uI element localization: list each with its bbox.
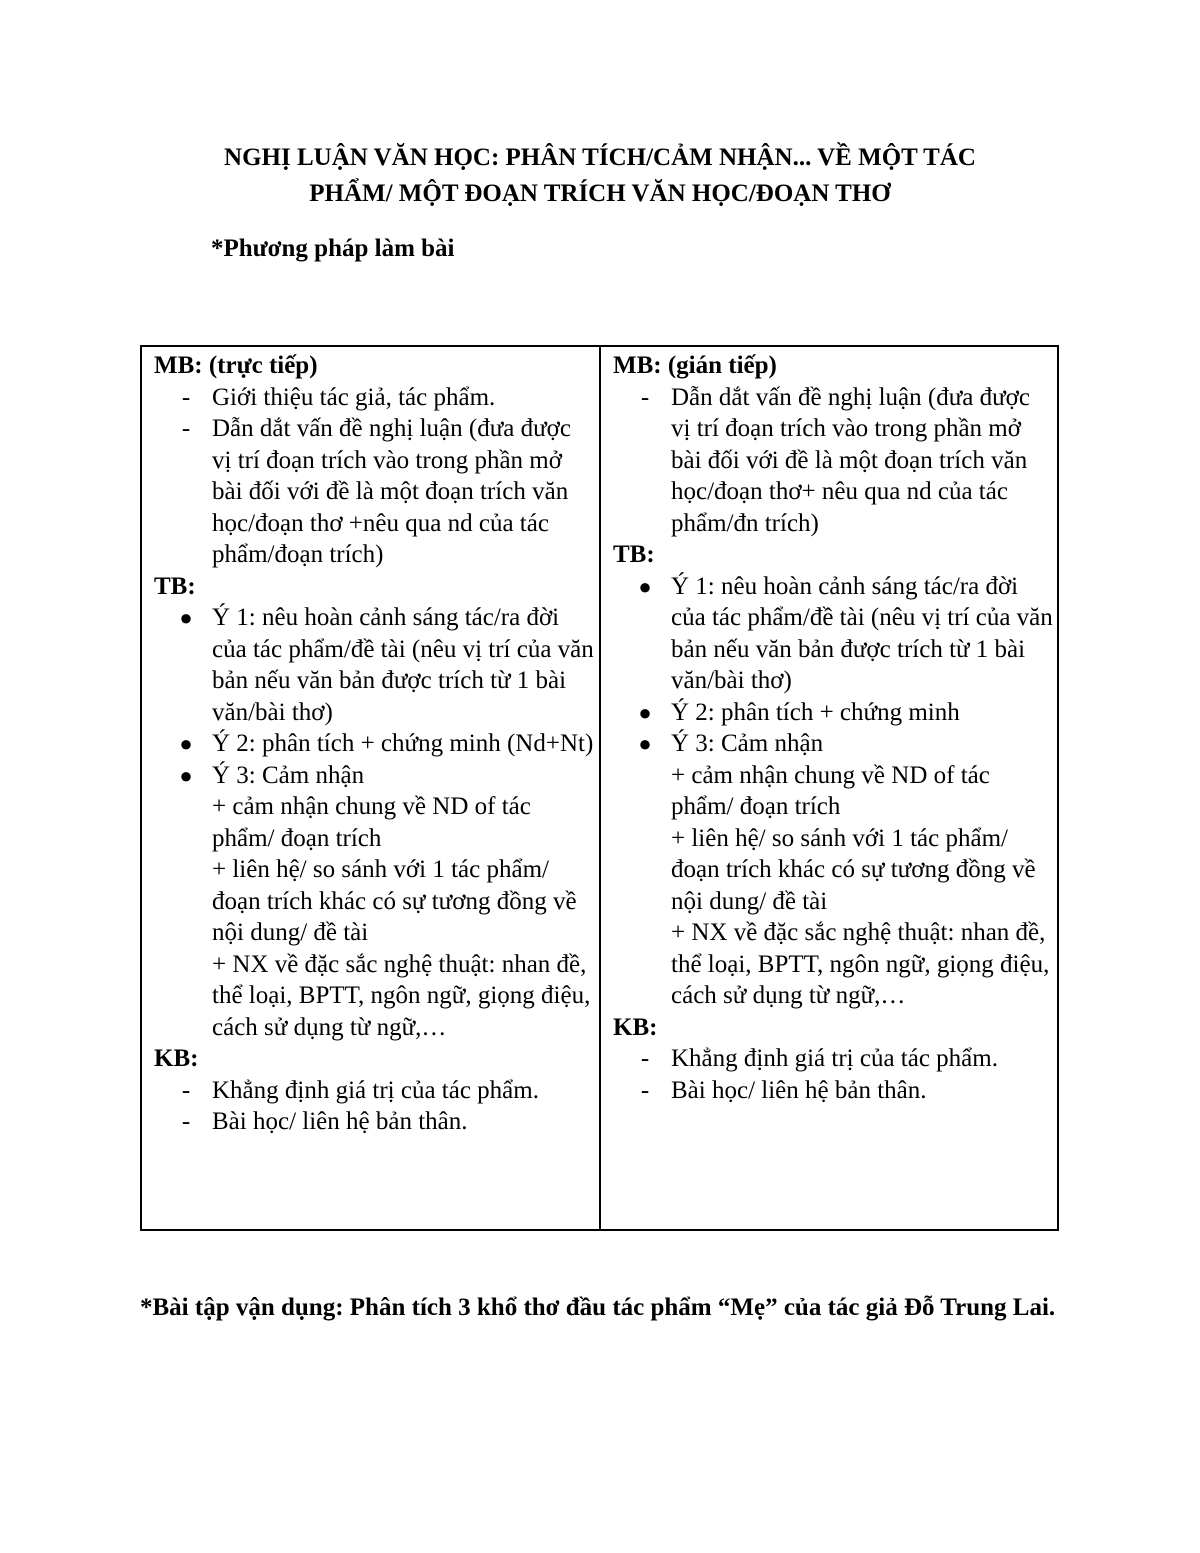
list-item	[154, 1075, 599, 1107]
mb-heading-direct: MB: (trực tiếp)	[154, 352, 318, 379]
sub-point-text: + cảm nhận chung về ND of tác phẩm/ đoạn trích	[671, 761, 990, 820]
list-item-text: Khẳng định giá trị của tác phẩm.	[671, 1045, 998, 1072]
bullet-icon: ●	[638, 573, 652, 599]
tb-heading-indirect: TB:	[613, 541, 655, 568]
exercise-prompt: *Bài tập vận dụng: Phân tích 3 khổ thơ đầu tác phẩm “Mẹ” của tác giả Đỗ Trung Lai.	[140, 1294, 1056, 1321]
bullet-icon: ●	[638, 699, 652, 725]
tb-list-direct	[154, 602, 599, 1043]
page-title-line-2: PHẨM/ MỘT ĐOẠN TRÍCH VĂN HỌC/ĐOẠN THƠ	[309, 180, 891, 207]
mb-list-direct	[154, 382, 599, 571]
dash-marker: -	[181, 1108, 191, 1135]
list-item	[613, 382, 1057, 540]
mb-list-indirect	[613, 382, 1057, 540]
outline-column-direct	[142, 347, 601, 1229]
list-item-text: Ý 1: nêu hoàn cảnh sáng tác/ra đời của tác phẩm/đề tài (nêu vị trí của văn bản nếu văn bản được trích từ 1 bài văn/bài thơ)	[212, 604, 594, 726]
essay-outline-table	[140, 345, 1059, 1231]
list-item	[154, 413, 599, 571]
dash-marker: -	[640, 383, 650, 411]
bullet-icon: ●	[638, 731, 652, 756]
list-item-text: Dẫn dắt vấn đề nghị luận (đưa được vị trí đoạn trích vào trong phần mở bài đối với đề là một đoạn trích văn học/đoạn thơ+ nêu qua nd của tác phẩm/đn trích)	[671, 383, 1030, 537]
bullet-icon: ●	[179, 731, 193, 756]
tb-heading-direct: TB:	[154, 572, 196, 600]
list-item-text: Dẫn dắt vấn đề nghị luận (đưa được vị trí đoạn trích vào trong phần mở bài đối với đề là một đoạn trích văn học/đoạn thơ +nêu qua nd của tác phẩm/đoạn trích)	[212, 415, 571, 568]
sub-point-text: + NX về đặc sắc nghệ thuật: nhan đề, thể loại, BPTT, ngôn ngữ, giọng điệu, cách sử dụng từ ngữ,…	[671, 919, 1050, 1009]
dash-marker: -	[181, 383, 191, 411]
list-item-text: Bài học/ liên hệ bản thân.	[671, 1076, 927, 1104]
bullet-icon: ●	[179, 762, 193, 788]
sub-point-text: + NX về đặc sắc nghệ thuật: nhan đề, thể loại, BPTT, ngôn ngữ, giọng điệu, cách sử dụng từ ngữ,…	[212, 950, 591, 1041]
list-item	[613, 571, 1057, 697]
bullet-icon: ●	[179, 605, 193, 630]
list-item-text: Giới thiệu tác giả, tác phẩm.	[212, 383, 496, 411]
list-item	[154, 1106, 599, 1138]
dash-marker: -	[640, 1076, 650, 1104]
kb-list-indirect	[613, 1043, 1057, 1106]
list-item	[154, 760, 599, 1044]
sub-point-text: + liên hệ/ so sánh với 1 tác phẩm/ đoạn trích khác có sự tương đồng về nội dung/ đề tài	[671, 824, 1036, 915]
dash-marker: -	[181, 415, 191, 442]
dash-marker: -	[181, 1076, 191, 1104]
page-title-line-1: NGHỊ LUẬN VĂN HỌC: PHÂN TÍCH/CẢM NHẬN... VỀ MỘT TÁC	[224, 144, 976, 171]
sub-point-text: + liên hệ/ so sánh với 1 tác phẩm/ đoạn trích khác có sự tương đồng về nội dung/ đề tài	[212, 856, 577, 946]
dash-marker: -	[640, 1045, 650, 1072]
method-heading: *Phương pháp làm bài	[211, 235, 455, 262]
list-item	[154, 382, 599, 414]
list-item	[613, 728, 1057, 1012]
outline-column-indirect	[601, 347, 1057, 1229]
list-item	[154, 728, 599, 760]
kb-list-direct	[154, 1075, 599, 1138]
list-item-text: Ý 1: nêu hoàn cảnh sáng tác/ra đời của tác phẩm/đề tài (nêu vị trí của văn bản nếu văn bản được trích từ 1 bài văn/bài thơ)	[671, 572, 1053, 694]
list-item-text: Khẳng định giá trị của tác phẩm.	[212, 1076, 539, 1104]
list-item	[613, 1043, 1057, 1075]
tb-list-indirect	[613, 571, 1057, 1012]
list-item	[613, 1075, 1057, 1107]
sub-point-text: + cảm nhận chung về ND of tác phẩm/ đoạn trích	[212, 793, 531, 852]
page-title	[140, 140, 1060, 212]
list-item-text: Ý 3: Cảm nhận	[212, 761, 365, 789]
list-item-text: Ý 2: phân tích + chứng minh (Nd+Nt)	[212, 730, 594, 757]
list-item-text: Ý 3: Cảm nhận	[671, 730, 824, 757]
list-item	[613, 697, 1057, 729]
mb-heading-indirect: MB: (gián tiếp)	[613, 352, 777, 379]
kb-heading-direct: KB:	[154, 1045, 199, 1072]
kb-heading-indirect: KB:	[613, 1013, 658, 1041]
list-item-text: Bài học/ liên hệ bản thân.	[212, 1108, 468, 1135]
list-item-text: Ý 2: phân tích + chứng minh	[671, 698, 960, 726]
list-item	[154, 602, 599, 728]
